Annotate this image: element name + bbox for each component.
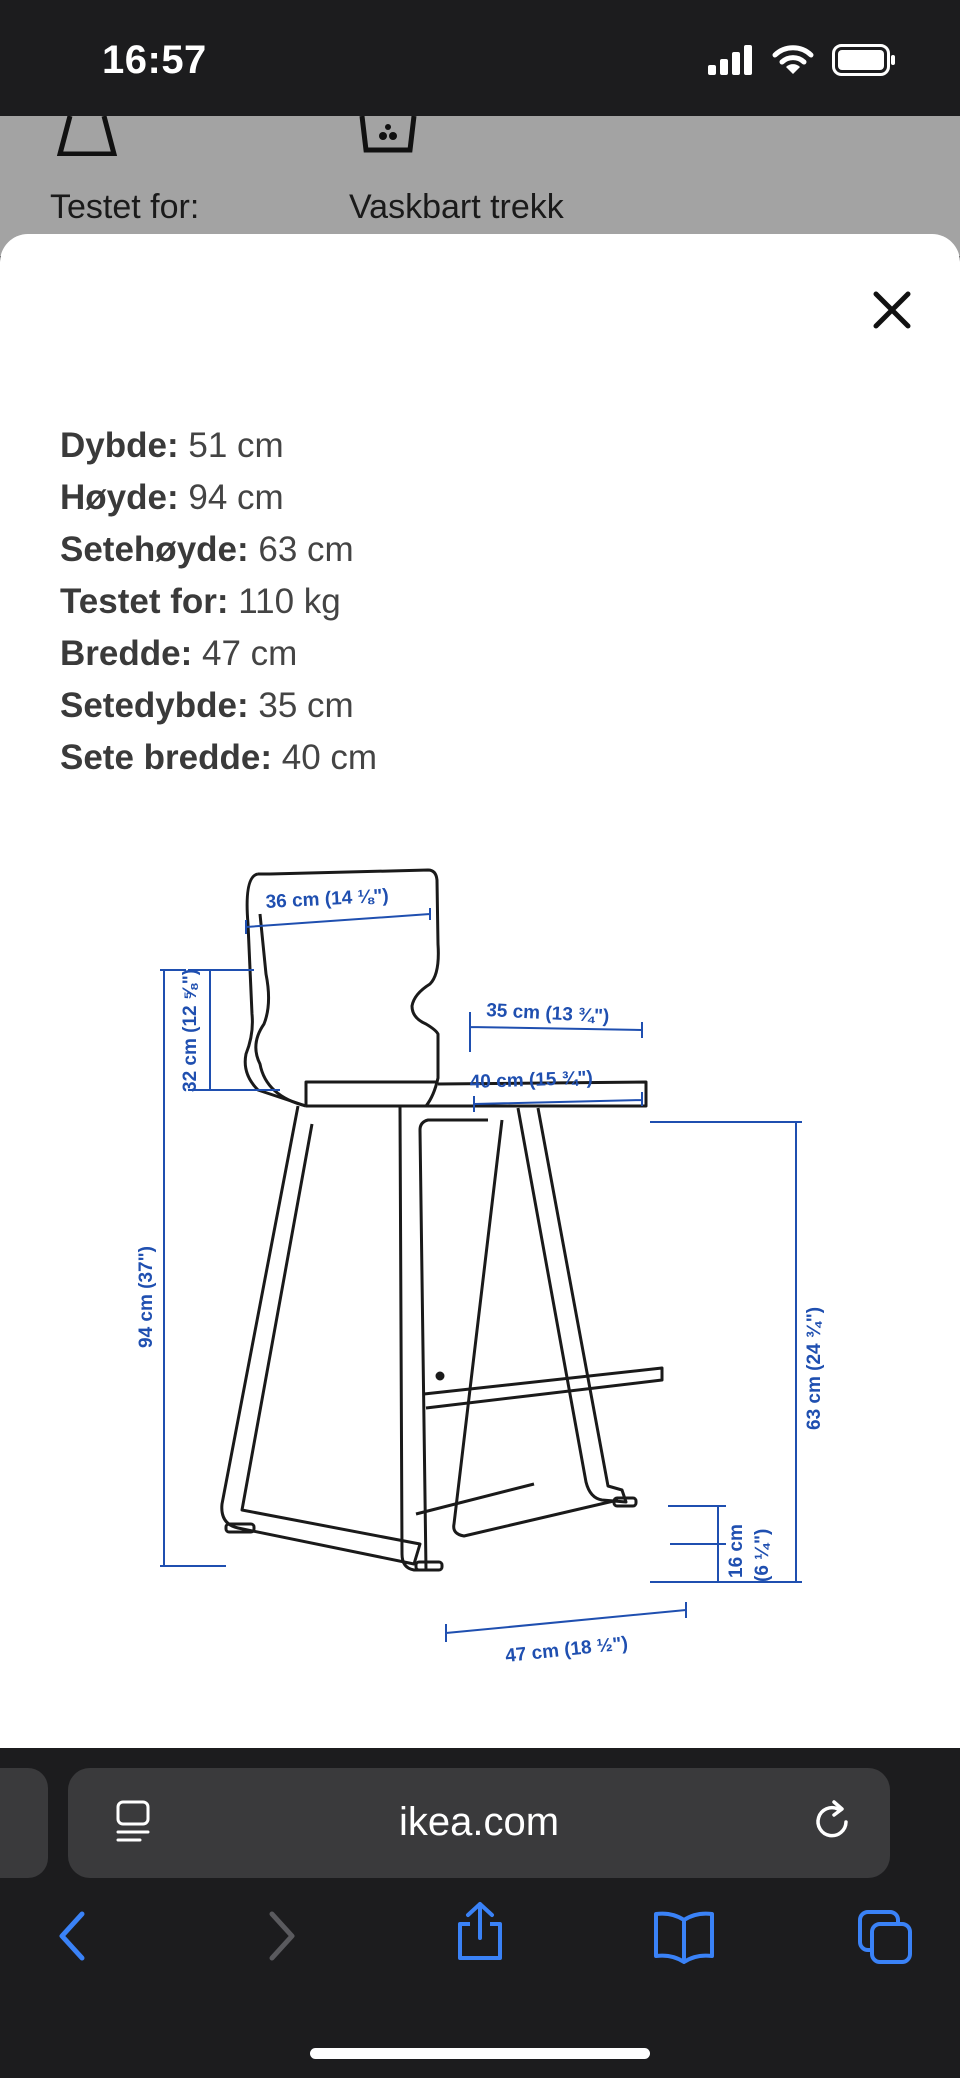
spec-label: Setehøyde:: [60, 530, 249, 569]
spec-list: [60, 420, 377, 784]
dim-top-width: 36 cm (14 ⅛"): [265, 885, 390, 913]
status-time: 16:57: [102, 38, 207, 82]
washable-icon: [356, 116, 420, 156]
forward-arrow-icon[interactable]: [260, 1908, 300, 1964]
status-icons: [708, 44, 896, 76]
spec-value: 35 cm: [258, 686, 354, 725]
dim-footrest-cm: 16 cm: [726, 1524, 747, 1578]
dim-seat-depth: 35 cm (13 ¾"): [485, 1000, 610, 1028]
dimension-labels: [136, 886, 825, 1667]
address-bar[interactable]: [68, 1768, 890, 1878]
dimensions-sheet: [0, 234, 960, 1748]
chair-outline: [222, 870, 662, 1570]
background-label-tested: Testet for:: [50, 188, 200, 226]
home-indicator[interactable]: [310, 2048, 650, 2059]
close-icon: [864, 282, 920, 338]
spec-row: [60, 472, 377, 524]
spec-value: 63 cm: [258, 530, 354, 569]
spec-row: [60, 524, 377, 576]
dim-seat-width: 40 cm (15 ¾"): [469, 1067, 594, 1093]
spec-row: [60, 732, 377, 784]
dim-backrest-height: 32 cm (12 ⅝"): [180, 968, 201, 1092]
spec-row: [60, 628, 377, 680]
dim-base-width: 47 cm (18 ½"): [504, 1633, 629, 1667]
status-bar: [0, 0, 960, 116]
dim-seat-height: 63 cm (24 ¾"): [804, 1306, 825, 1430]
spec-label: Setedybde:: [60, 686, 249, 725]
spec-value: 94 cm: [188, 478, 284, 517]
bookmarks-icon[interactable]: [652, 1908, 716, 1964]
tabs-icon[interactable]: [856, 1908, 916, 1968]
reload-icon[interactable]: [808, 1798, 856, 1846]
url-text[interactable]: ikea.com: [398, 1800, 560, 1844]
spec-row: [60, 680, 377, 732]
previous-tab-peek[interactable]: [0, 1768, 48, 1878]
spec-value: 40 cm: [281, 738, 378, 777]
spec-row: [60, 576, 377, 628]
spec-label: Sete bredde:: [60, 738, 272, 777]
spec-label: Dybde:: [60, 426, 179, 465]
spec-value: 47 cm: [201, 634, 298, 673]
spec-row: [60, 420, 377, 472]
back-arrow-icon[interactable]: [54, 1908, 94, 1964]
spec-label: Høyde:: [60, 478, 179, 517]
wifi-icon: [772, 44, 814, 76]
spec-value: 110 kg: [238, 582, 341, 621]
battery-icon: [832, 44, 896, 76]
spec-label: Testet for:: [60, 582, 229, 621]
close-button[interactable]: [864, 282, 920, 338]
background-label-washable: Vaskbart trekk: [349, 188, 564, 226]
browser-chrome: [0, 1748, 960, 2078]
chair-dimension-diagram: [130, 834, 890, 1694]
weight-test-icon: [56, 116, 120, 156]
spec-value: 51 cm: [188, 426, 284, 465]
spec-label: Bredde:: [60, 634, 193, 673]
cellular-signal-icon: [708, 45, 754, 75]
share-icon[interactable]: [452, 1900, 508, 1964]
dim-total-height: 94 cm (37"): [136, 1246, 157, 1348]
dim-footrest-in: (6 ¼"): [752, 1528, 773, 1582]
